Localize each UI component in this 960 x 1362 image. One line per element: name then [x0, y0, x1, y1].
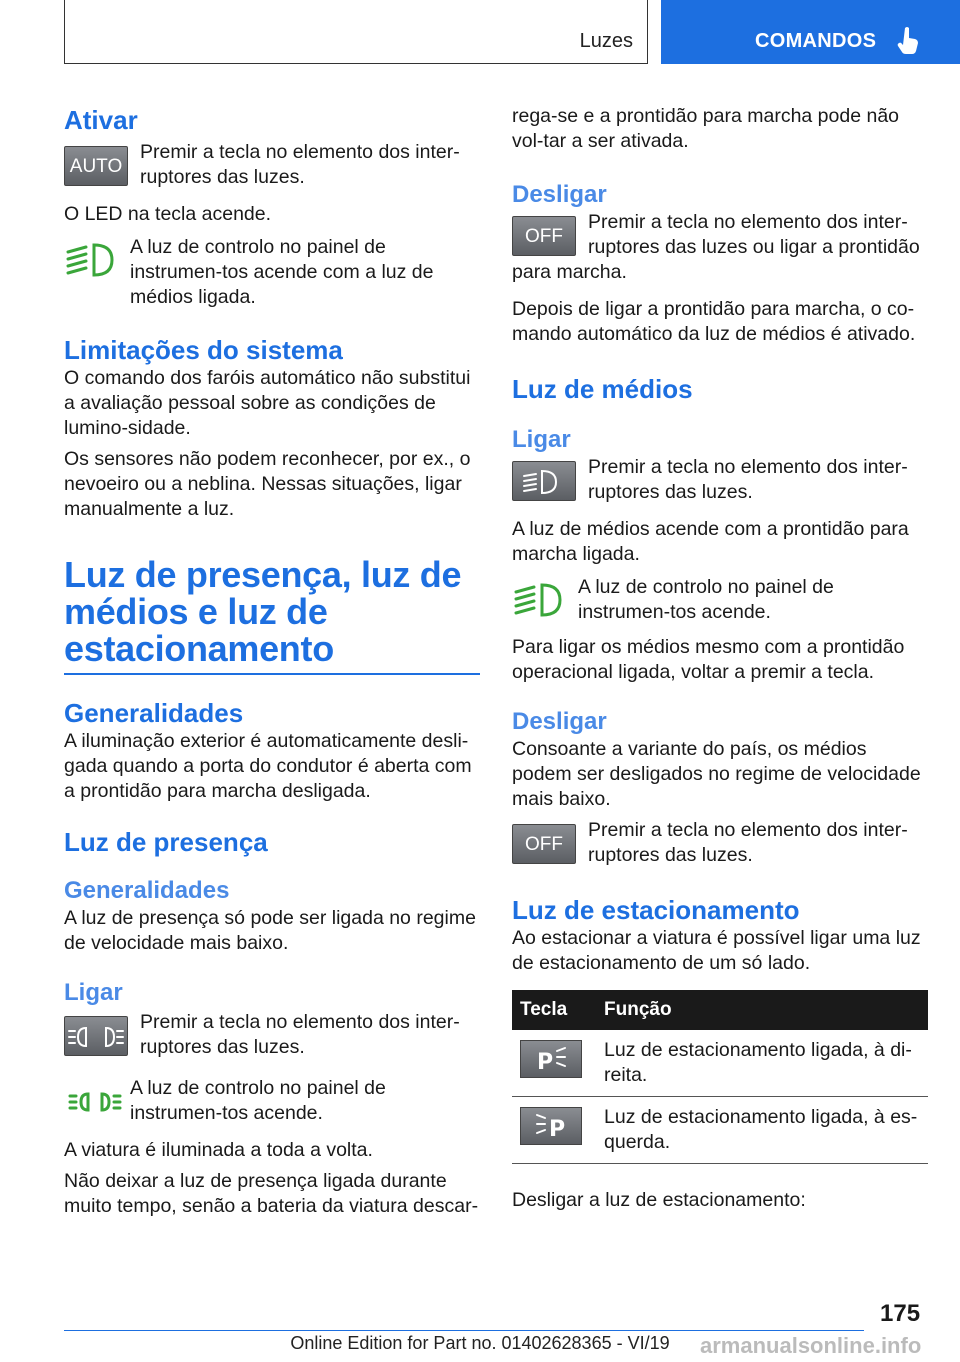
off-button-icon: OFF [512, 216, 576, 256]
left-column [64, 100, 480, 1219]
ativar-text: Premir a tecla no elemento dos inter-ruptores das luzes. [140, 141, 460, 188]
controlo-block [64, 235, 480, 310]
estacionamento-heading: Luz de estacionamento [512, 895, 800, 925]
medios-ligar-text: Premir a tecla no elemento dos inter-ruptores das luzes. [588, 456, 908, 503]
desligar-block [512, 210, 928, 285]
medios-off-text: Premir a tecla no elemento dos inter-ruptores das luzes. [588, 819, 908, 866]
medios-heading: Luz de médios [512, 374, 693, 404]
table-cell-funcao: Luz de estacionamento ligada, à di-reita. [596, 1030, 928, 1097]
table-header-tecla: Tecla [512, 990, 596, 1030]
side-light-button-icon [64, 1016, 128, 1056]
controlo-text: A luz de controlo no painel de instrumen-tos acende com a luz de médios ligada. [130, 236, 434, 308]
header-chapter-label: COMANDOS [755, 30, 877, 52]
parking-right-button-icon [520, 1040, 582, 1078]
presenca-indicador-block [64, 1076, 480, 1128]
presenca-generalidades-text: A luz de presença só pode ser ligada no regime de velocidade mais baixo. [64, 907, 476, 954]
ativar-heading: Ativar [64, 105, 138, 135]
svg-text:P: P [537, 1050, 554, 1075]
medios-indicador-block [512, 575, 928, 627]
table-header-row [512, 990, 928, 1030]
ativar-block [64, 140, 480, 190]
footer-edition: Online Edition for Part no. 01402628365 - VI/19 [290, 1333, 670, 1353]
medios-consoante-text: Consoante a variante do país, os médios podem ser desligados no regime de velocidade mais baixo. [512, 738, 921, 810]
generalidades-text: A iluminação exterior é automaticamente desli-gada quando a porta do condutor é aberta com a prontidão para marcha desligada. [64, 730, 472, 802]
right-column [512, 100, 928, 1213]
side-light-indicator-icon [64, 1076, 128, 1126]
presenca-ligar-heading: Ligar [64, 979, 123, 1006]
medios-indicador-text: A luz de controlo no painel de instrumen-tos acende. [578, 576, 834, 623]
header-section-title: Luzes [579, 30, 633, 52]
desligar-heading: Desligar [512, 181, 607, 208]
header-chapter-tab[interactable] [661, 0, 960, 64]
desligar-text: Premir a tecla no elemento dos inter-ruptores das luzes ou ligar a prontidão para marcha. [512, 211, 920, 283]
section-rule [64, 673, 480, 675]
footer-rule [64, 1330, 864, 1331]
table-row [512, 1030, 928, 1097]
medios-acende-text: A luz de médios acende com a prontidão para marcha ligada. [512, 518, 909, 565]
led-text: O LED na tecla acende. [64, 203, 272, 225]
presenca-ligar-block [64, 1010, 480, 1060]
medios-ligar-block [512, 455, 928, 505]
watermark: armanualsonline.info [700, 1333, 922, 1358]
medios-off-block [512, 818, 928, 868]
limitacoes-text-2: Os sensores não podem reconhecer, por ex., o nevoeiro ou a neblina. Nessas situações, ligar manualmente a luz. [64, 448, 471, 520]
section-heading: Luz de presença, luz de médios e luz de estacionamento [64, 554, 462, 669]
limitacoes-heading: Limitações do sistema [64, 335, 343, 365]
volta-text: A viatura é iluminada a toda a volta. [64, 1139, 373, 1161]
table-header-funcao: Função [596, 990, 928, 1030]
page-number: 175 [880, 1300, 921, 1327]
generalidades-heading: Generalidades [64, 698, 244, 728]
presenca-heading: Luz de presença [64, 827, 268, 857]
header-section-box [64, 0, 648, 64]
low-beam-indicator-icon [64, 235, 128, 285]
pointing-hand-icon [897, 26, 919, 54]
auto-button-icon: AUTO [64, 146, 128, 186]
medios-para-text: Para ligar os médios mesmo com a prontidão operacional ligada, voltar a premir a tecla. [512, 636, 905, 683]
aviso-text: Não deixar a luz de presença ligada durante muito tempo, senão a bateria da viatura descar- [64, 1170, 479, 1217]
medios-ligar-heading: Ligar [512, 426, 571, 453]
continuation-text: rega-se e a prontidão para marcha pode não vol-tar a ser ativada. [512, 105, 900, 152]
parking-left-button-icon [520, 1107, 582, 1145]
low-beam-button-icon [512, 461, 576, 501]
off-button-icon: OFF [512, 824, 576, 864]
presenca-generalidades-heading: Generalidades [64, 877, 230, 904]
presenca-ligar-text: Premir a tecla no elemento dos inter-ruptores das luzes. [140, 1011, 460, 1058]
desligar-estacionamento-text: Desligar a luz de estacionamento: [512, 1189, 806, 1211]
svg-text:P: P [549, 1117, 566, 1142]
table-row [512, 1097, 928, 1164]
table-cell-funcao: Luz de estacionamento ligada, à es-querda. [596, 1097, 928, 1164]
estacionamento-text: Ao estacionar a viatura é possível ligar uma luz de estacionamento de um só lado. [512, 927, 921, 974]
limitacoes-text-1: O comando dos faróis automático não substitui a avaliação pessoal sobre as condições de lumino-sidade. [64, 367, 471, 439]
low-beam-indicator-icon [512, 575, 576, 625]
parking-light-table [512, 990, 928, 1164]
presenca-indicador-text: A luz de controlo no painel de instrumen-tos acende. [130, 1077, 386, 1124]
depois-text: Depois de ligar a prontidão para marcha, o co-mando automático da luz de médios é ativado. [512, 298, 916, 345]
medios-desligar-heading: Desligar [512, 708, 607, 735]
